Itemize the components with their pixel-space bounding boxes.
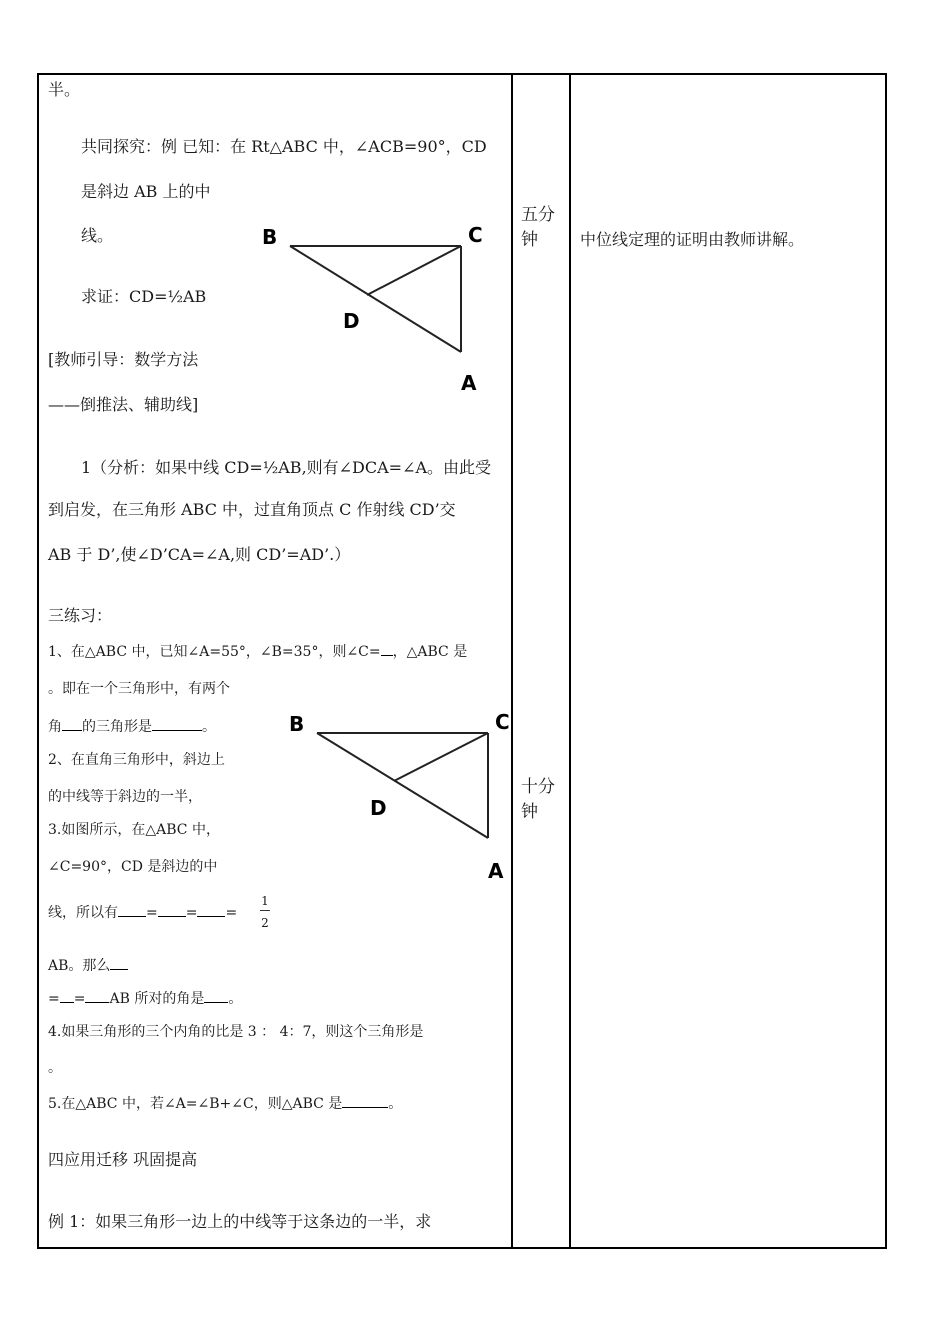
vertex-label-a: A	[488, 859, 504, 883]
question-1-line-1	[48, 641, 467, 662]
question-2-line-1: 2、在直角三角形中，斜边上	[48, 752, 225, 768]
analysis-line-1: 1（分析：如果中线 CD=½AB,则有∠DCA=∠A。由此受	[81, 458, 492, 477]
equals-sign: =	[48, 991, 60, 1007]
column-divider-2	[569, 75, 571, 1247]
question-3-then: AB。那么	[48, 958, 111, 974]
fraction-bar	[260, 910, 270, 911]
fraction-denominator: 2	[261, 916, 269, 930]
question-1-text: 1、在△ABC 中，已知∠A=55°，∠B=35°，则∠C=	[48, 644, 381, 660]
answer-blank[interactable]	[197, 902, 225, 917]
column-divider-1	[511, 75, 513, 1247]
question-4-line-2: 。	[48, 1060, 62, 1076]
example-1: 例 1：如果三角形一边上的中线等于这条边的一半，求	[48, 1212, 432, 1231]
question-1-pre: 角	[48, 719, 62, 735]
question-3-pre: 线，所以有	[48, 905, 118, 921]
question-3-mid: AB 所对的角是	[109, 991, 205, 1007]
vertex-label-b: B	[289, 712, 305, 736]
teacher-note: 中位线定理的证明由教师讲解。	[580, 230, 805, 249]
time-label-2-line-1: 十分	[521, 777, 555, 796]
equals-sign: =	[225, 905, 238, 921]
question-5	[48, 1093, 402, 1114]
time-label-2-line-2: 钟	[521, 802, 538, 821]
section-4-heading: 四应用迁移 巩固提高	[48, 1150, 198, 1169]
answer-blank[interactable]	[158, 902, 186, 917]
vertex-label-c: C	[468, 223, 483, 247]
teacher-guide-2: ——倒推法、辅助线]	[48, 395, 199, 414]
answer-blank[interactable]	[85, 988, 109, 1003]
question-5-end: 。	[388, 1096, 403, 1112]
vertex-label-d: D	[343, 309, 360, 333]
practice-title: 三练习：	[48, 606, 113, 625]
vertex-label-b: B	[262, 225, 278, 249]
question-1-mid: 的三角形是	[82, 719, 152, 735]
explore-line-1: 共同探究：例 已知：在 Rt△ABC 中，∠ACB=90°，CD	[81, 137, 487, 156]
question-2-line-2: 的中线等于斜边的一半，	[48, 789, 202, 805]
answer-blank[interactable]	[62, 716, 82, 731]
hypotenuse-ba	[290, 246, 461, 352]
question-1-end: 。	[202, 719, 216, 735]
question-1-tail: ，△ABC 是	[392, 644, 468, 660]
question-1-line-2: 。即在一个三角形中，有两个	[48, 681, 230, 697]
question-5-text: 5.在△ABC 中，若∠A=∠B+∠C，则△ABC 是	[48, 1096, 343, 1112]
question-1-line-3	[48, 716, 216, 737]
question-3-line-3	[48, 902, 237, 923]
explore-line-2: 是斜边 AB 上的中	[81, 182, 211, 201]
answer-blank[interactable]	[152, 716, 202, 731]
fraction-numerator: 1	[261, 894, 269, 908]
line-ban: 半。	[48, 80, 81, 99]
analysis-line-2: 到启发，在三角形 ABC 中，过直角顶点 C 作射线 CD’交	[48, 500, 456, 519]
vertex-label-c: C	[495, 710, 510, 734]
analysis-line-3: AB 于 D’,使∠D’CA=∠A,则 CD’=AD’.）	[48, 545, 351, 564]
teacher-guide-1: [教师引导：数学方法	[48, 350, 199, 369]
equals-sign: =	[146, 905, 158, 921]
hypotenuse-ba	[317, 733, 488, 838]
equals-sign: =	[185, 905, 198, 921]
prove-statement: 求证：CD=½AB	[81, 287, 207, 306]
question-4-line-1: 4.如果三角形的三个内角的比是 3 ： 4：7，则这个三角形是	[48, 1024, 424, 1040]
equals-sign: =	[73, 991, 86, 1007]
answer-blank[interactable]	[381, 641, 393, 656]
triangle-figure-1	[255, 218, 495, 398]
question-3-line-2: ∠C=90°，CD 是斜边的中	[48, 859, 218, 875]
time-label-1-line-2: 钟	[521, 230, 538, 249]
question-3-line-1: 3.如图所示，在△ABC 中，	[48, 822, 220, 838]
median-cd	[394, 733, 488, 781]
explore-line-3: 线。	[81, 226, 114, 245]
vertex-label-d: D	[370, 796, 387, 820]
question-3-end: 。	[228, 991, 243, 1007]
triangle-figure-2	[282, 708, 522, 888]
answer-blank[interactable]	[60, 988, 74, 1003]
vertex-label-a: A	[461, 371, 477, 395]
answer-blank[interactable]	[118, 902, 146, 917]
answer-blank[interactable]	[204, 988, 228, 1003]
question-3-line-4	[48, 955, 128, 976]
answer-blank[interactable]	[110, 955, 128, 970]
time-label-1-line-1: 五分	[521, 205, 555, 224]
median-cd	[367, 246, 461, 295]
answer-blank[interactable]	[342, 1093, 388, 1108]
question-3-line-5	[48, 988, 242, 1009]
